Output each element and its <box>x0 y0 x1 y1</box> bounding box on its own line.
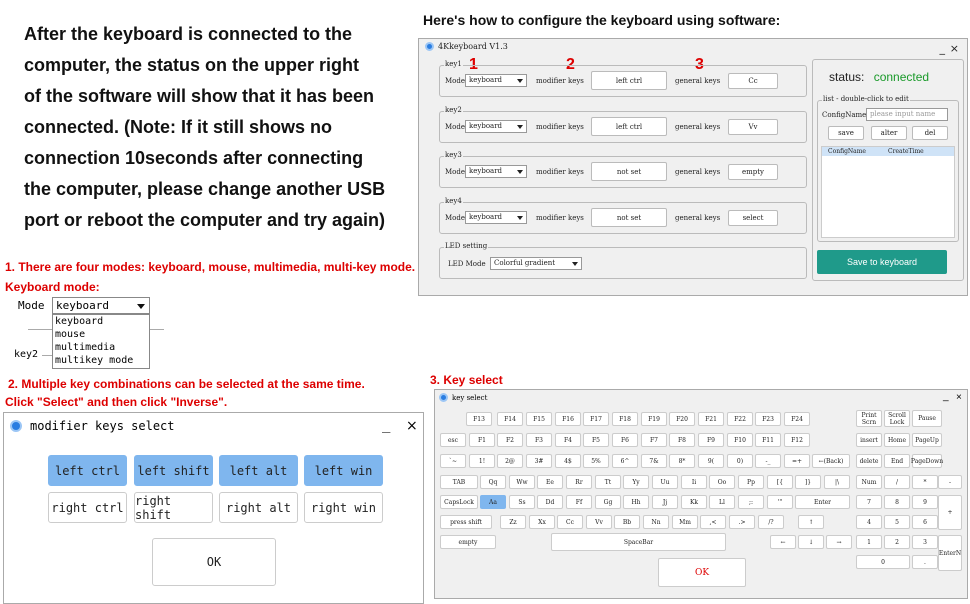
keyboard-key[interactable]: F6 <box>612 433 638 447</box>
chevron-down-icon <box>517 216 523 220</box>
keyboard-key[interactable]: `~ <box>440 454 466 468</box>
keyboard-key[interactable]: F2 <box>497 433 523 447</box>
table-header <box>822 147 954 156</box>
keyboard-key[interactable]: ←(Back) <box>812 454 850 468</box>
key2-label: key2 <box>14 349 39 360</box>
keyboard-key[interactable]: ← <box>770 535 796 549</box>
keyboard-key[interactable]: F16 <box>555 412 581 426</box>
save-config-button[interactable]: save <box>828 126 864 140</box>
keyboard-key[interactable]: Jj <box>652 495 678 509</box>
intro-line: of the software will show that it has been <box>24 86 375 106</box>
keyboard-key[interactable]: 1! <box>469 454 495 468</box>
keyboard-key[interactable]: =+ <box>784 454 810 468</box>
intro-line: connection 10seconds after connecting <box>24 148 364 168</box>
config-list-group <box>817 95 959 242</box>
led-mode-select[interactable] <box>490 257 582 270</box>
keyboard-key[interactable]: Cc <box>557 515 583 529</box>
minimize-icon[interactable]: _ <box>943 391 949 402</box>
keyboard-key[interactable]: delete <box>856 454 882 468</box>
keyboard-key[interactable]: .> <box>729 515 755 529</box>
keyboard-key[interactable]: 0 <box>856 555 910 569</box>
keyboard-key[interactable]: Ww <box>509 475 535 489</box>
keyboard-key[interactable]: Uu <box>652 475 678 489</box>
keyboard-mode-heading: Keyboard mode: <box>5 280 100 294</box>
keyboard-key[interactable]: ↑ <box>798 515 824 529</box>
modifier-window <box>3 412 424 604</box>
keyboard-key[interactable]: insert <box>856 433 882 447</box>
config-heading: Here's how to configure the keyboard using software: <box>423 12 781 28</box>
config-name-input[interactable]: please input name <box>866 108 948 121</box>
keyboard-key[interactable]: Mm <box>672 515 698 529</box>
keyboard-key[interactable]: ↓ <box>798 535 824 549</box>
group-label: key1 <box>445 60 462 68</box>
list-label: list - double-click to edit <box>823 95 909 103</box>
note-modifier-instruction: Click "Select" and then click "Inverse". <box>5 395 228 409</box>
modifier-button[interactable]: left ctrl <box>591 71 667 90</box>
keyboard-key[interactable]: . <box>912 555 938 569</box>
keyboard-key[interactable]: Print Scrn <box>856 410 882 427</box>
keyboard-key[interactable]: ]} <box>795 475 821 489</box>
keyboard-key[interactable]: F14 <box>497 412 523 426</box>
close-icon[interactable]: × <box>949 42 959 55</box>
mode-value: keyboard <box>469 213 503 221</box>
right-win-key[interactable]: right win <box>304 492 383 523</box>
modifier-label: modifier keys <box>536 214 584 222</box>
modifier-button[interactable]: left ctrl <box>591 117 667 136</box>
mode-select[interactable] <box>465 120 527 133</box>
keyboard-key[interactable]: Nn <box>643 515 669 529</box>
keyboard-key[interactable]: CapsLock <box>440 495 478 509</box>
keyboard-key[interactable]: 7& <box>641 454 667 468</box>
keyboard-key[interactable]: F24 <box>784 412 810 426</box>
keyboard-key[interactable]: Ss <box>509 495 535 509</box>
chevron-down-icon <box>137 304 145 309</box>
keyboard-key[interactable]: 5 <box>884 515 910 529</box>
close-icon[interactable]: × <box>956 392 962 403</box>
left-ctrl-key[interactable]: left ctrl <box>48 455 127 486</box>
general-label: general keys <box>675 214 721 222</box>
minimize-icon[interactable]: _ <box>382 417 391 433</box>
keyboard-key[interactable]: SpaceBar <box>551 533 726 551</box>
note-modes: 1. There are four modes: keyboard, mouse, multimedia, multi-key mode. <box>5 260 416 274</box>
keyboard-key[interactable]: 4$ <box>555 454 581 468</box>
keyboard-key[interactable]: F8 <box>669 433 695 447</box>
modifier-label: modifier keys <box>536 123 584 131</box>
keyboard-key[interactable]: 6^ <box>612 454 638 468</box>
keyboard-key[interactable]: Pause <box>912 410 942 427</box>
app-logo-icon <box>439 393 448 402</box>
general-button[interactable]: empty <box>728 164 778 180</box>
keyboard-key[interactable]: F10 <box>727 433 753 447</box>
keyselect-titlebar <box>439 393 487 402</box>
intro-line: port or reboot the computer and try again) <box>24 210 386 230</box>
group-label: key3 <box>445 151 462 159</box>
modifier-title: modifier keys select <box>30 419 175 433</box>
col-config-name[interactable]: ConfigName <box>828 148 866 155</box>
left-win-key[interactable]: left win <box>304 455 383 486</box>
mode-select[interactable] <box>465 165 527 178</box>
group-label: key4 <box>445 197 462 205</box>
group-label: key2 <box>445 106 462 114</box>
app-logo-icon <box>10 420 22 432</box>
keyboard-key[interactable]: F23 <box>755 412 781 426</box>
config-name-label: ConfigName <box>822 111 867 119</box>
keyboard-key[interactable]: F9 <box>698 433 724 447</box>
keyboard-key[interactable]: Bb <box>614 515 640 529</box>
ok-button[interactable]: OK <box>152 538 276 586</box>
keyboard-key[interactable]: Gg <box>595 495 621 509</box>
modifier-titlebar <box>10 419 175 433</box>
modifier-label: modifier keys <box>536 168 584 176</box>
close-icon[interactable]: × <box>406 418 418 434</box>
keyboard-key[interactable]: Pp <box>738 475 764 489</box>
right-ctrl-key[interactable]: right ctrl <box>48 492 127 523</box>
led-group <box>439 242 807 279</box>
status-value: connected <box>873 70 930 84</box>
keyboard-key[interactable]: 8* <box>669 454 695 468</box>
keyboard-key[interactable]: F19 <box>641 412 667 426</box>
alter-config-button[interactable]: alter <box>871 126 907 140</box>
keyboard-key[interactable]: Qq <box>480 475 506 489</box>
keyboard-key[interactable]: 2 <box>884 535 910 549</box>
keyboard-key[interactable]: -_ <box>755 454 781 468</box>
keyboard-key[interactable]: Oo <box>709 475 735 489</box>
keyboard-key[interactable]: → <box>826 535 852 549</box>
led-mode-value: Colorful gradient <box>494 259 556 267</box>
mode-value: keyboard <box>469 76 503 84</box>
mode-label: Mode <box>445 123 466 131</box>
status-label: status: <box>829 70 865 84</box>
divider-line <box>42 355 52 356</box>
chevron-down-icon <box>572 262 578 266</box>
keyboard-key[interactable]: Tt <box>595 475 621 489</box>
keyboard-key[interactable]: F1 <box>469 433 495 447</box>
status-row <box>829 70 929 84</box>
keyboard-key[interactable]: |\ <box>824 475 850 489</box>
keyboard-key[interactable]: Num <box>856 475 882 489</box>
keyboard-key[interactable]: F13 <box>466 412 492 426</box>
keyboard-key[interactable]: / <box>884 475 910 489</box>
note-modifier: 2. Multiple key combinations can be selected at the same time. <box>8 377 365 391</box>
keyboard-key[interactable]: Vv <box>586 515 612 529</box>
keyboard-key[interactable]: F20 <box>669 412 695 426</box>
keyboard-key[interactable]: 4 <box>856 515 882 529</box>
keyboard-key[interactable]: 2@ <box>497 454 523 468</box>
keyboard-key[interactable]: TAB <box>440 475 478 489</box>
keyboard-key[interactable]: Hh <box>623 495 649 509</box>
keyboard-key[interactable]: F5 <box>583 433 609 447</box>
keyboard-key[interactable]: 8 <box>884 495 910 509</box>
keyboard-key[interactable]: ;: <box>738 495 764 509</box>
general-label: general keys <box>675 168 721 176</box>
mode-dropdown-list <box>52 314 150 369</box>
keyboard-key[interactable]: /? <box>758 515 784 529</box>
save-to-keyboard-button[interactable]: Save to keyboard <box>817 250 947 274</box>
right-alt-key[interactable]: right alt <box>219 492 298 523</box>
marker-3: 3 <box>695 56 704 73</box>
keyboard-key[interactable]: F7 <box>641 433 667 447</box>
divider-line <box>28 329 52 330</box>
keyboard-key[interactable]: - <box>938 475 962 489</box>
intro-line: After the keyboard is connected to the <box>24 24 353 44</box>
keyboard-key[interactable]: Rr <box>566 475 592 489</box>
key3-group <box>439 151 807 188</box>
keyboard-key[interactable]: PageUp <box>912 433 942 447</box>
intro-line: computer, the status on the upper right <box>24 55 360 75</box>
keyboard-key[interactable]: F4 <box>555 433 581 447</box>
keyselect-ok-button[interactable]: OK <box>658 558 746 587</box>
app-titlebar <box>419 39 967 53</box>
keyboard-key[interactable]: F21 <box>698 412 724 426</box>
mode-select[interactable] <box>465 211 527 224</box>
mode-option[interactable]: multimedia <box>55 342 116 353</box>
general-button[interactable]: Vv <box>728 119 778 135</box>
mode-label: Mode <box>445 77 466 85</box>
keyboard-key[interactable]: F15 <box>526 412 552 426</box>
modifier-label: modifier keys <box>536 77 584 85</box>
keyboard-key[interactable]: 3 <box>912 535 938 549</box>
keyboard-key[interactable]: F17 <box>583 412 609 426</box>
app-title: 4Kkeyboard V1.3 <box>438 41 508 51</box>
keyboard-key[interactable]: Scroll Lock <box>884 410 910 427</box>
keyselect-title: key select <box>452 393 488 402</box>
keyboard-key[interactable]: Ll <box>709 495 735 509</box>
keyboard-key[interactable]: ,< <box>700 515 726 529</box>
mode-label: Mode <box>445 168 466 176</box>
minimize-icon[interactable]: _ <box>939 42 945 55</box>
keyboard-key[interactable]: PageDown <box>912 454 942 468</box>
key2-group <box>439 106 807 143</box>
keyboard-key[interactable]: esc <box>440 433 466 447</box>
keyboard-key[interactable]: Zz <box>500 515 526 529</box>
keyboard-key[interactable]: 5% <box>583 454 609 468</box>
delete-config-button[interactable]: del <box>912 126 948 140</box>
general-button[interactable]: select <box>728 210 778 226</box>
chevron-down-icon <box>517 79 523 83</box>
status-panel <box>812 59 964 281</box>
mode-option[interactable]: keyboard <box>55 316 104 327</box>
note-key-select: 3. Key select <box>430 373 503 387</box>
keyboard-key[interactable]: '" <box>767 495 793 509</box>
keyboard-key[interactable]: * <box>912 475 938 489</box>
general-button[interactable]: Cc <box>728 73 778 89</box>
chevron-down-icon <box>517 170 523 174</box>
general-label: general keys <box>675 77 721 85</box>
keyboard-key[interactable]: F12 <box>784 433 810 447</box>
right-shift-key[interactable]: right shift <box>134 492 213 523</box>
keyboard-key[interactable]: empty <box>440 535 496 549</box>
group-label: LED setting <box>445 242 488 250</box>
keyboard-key[interactable]: F18 <box>612 412 638 426</box>
mode-label: Mode <box>445 214 466 222</box>
mode-value: keyboard <box>469 167 503 175</box>
keyboard-key[interactable]: Ee <box>537 475 563 489</box>
keyboard-key[interactable]: 0) <box>727 454 753 468</box>
config-table <box>821 146 955 238</box>
keyboard-key[interactable]: Yy <box>623 475 649 489</box>
keyboard-key[interactable]: 1 <box>856 535 882 549</box>
keyboard-key[interactable]: Enter <box>795 495 850 509</box>
keyboard-key[interactable]: [{ <box>767 475 793 489</box>
col-create-time[interactable]: CreateTime <box>888 148 924 155</box>
mode-option[interactable]: multikey mode <box>55 355 134 366</box>
keyboard-key[interactable]: F22 <box>727 412 753 426</box>
left-shift-key[interactable]: left shift <box>134 455 213 486</box>
mode-demo-select[interactable] <box>52 297 150 314</box>
keyboard-key[interactable]: + <box>938 495 962 530</box>
intro-line: connected. (Note: If it still shows no <box>24 117 333 137</box>
keyboard-key[interactable]: 7 <box>856 495 882 509</box>
keyboard-key[interactable]: press shift <box>440 515 492 529</box>
keyboard-key[interactable]: F3 <box>526 433 552 447</box>
general-label: general keys <box>675 123 721 131</box>
chevron-down-icon <box>517 125 523 129</box>
mode-demo-value: keyboard <box>56 299 109 312</box>
app-logo-icon <box>425 42 434 51</box>
keyboard-key[interactable]: Aa <box>480 495 506 509</box>
intro-text <box>24 19 385 236</box>
keyboard-key[interactable]: EnterN <box>938 535 962 571</box>
modifier-button[interactable]: not set <box>591 162 667 181</box>
intro-line: the computer, please change another USB <box>24 179 386 199</box>
keyboard-key[interactable]: End <box>884 454 910 468</box>
keyboard-key[interactable]: Kk <box>681 495 707 509</box>
led-mode-label: LED Mode <box>448 260 486 268</box>
keyboard-key[interactable]: Xx <box>529 515 555 529</box>
app-window <box>418 38 968 296</box>
key4-group <box>439 197 807 234</box>
keyboard-key[interactable]: Dd <box>537 495 563 509</box>
keyboard-key[interactable]: 9 <box>912 495 938 509</box>
keyboard-key[interactable]: Ii <box>681 475 707 489</box>
marker-1: 1 <box>469 56 478 73</box>
keyboard-key[interactable]: 9( <box>698 454 724 468</box>
key1-group <box>439 60 807 97</box>
keyboard-key[interactable]: F11 <box>755 433 781 447</box>
left-alt-key[interactable]: left alt <box>219 455 298 486</box>
keyboard-key[interactable]: 3# <box>526 454 552 468</box>
mode-value: keyboard <box>469 122 503 130</box>
divider-line <box>150 329 164 330</box>
keyboard-key[interactable]: Ff <box>566 495 592 509</box>
keyboard-key[interactable]: 6 <box>912 515 938 529</box>
marker-2: 2 <box>566 56 575 73</box>
mode-option[interactable]: mouse <box>55 329 86 340</box>
modifier-button[interactable]: not set <box>591 208 667 227</box>
mode-demo-label: Mode <box>18 299 45 312</box>
mode-select[interactable] <box>465 74 527 87</box>
keyboard-key[interactable]: Home <box>884 433 910 447</box>
